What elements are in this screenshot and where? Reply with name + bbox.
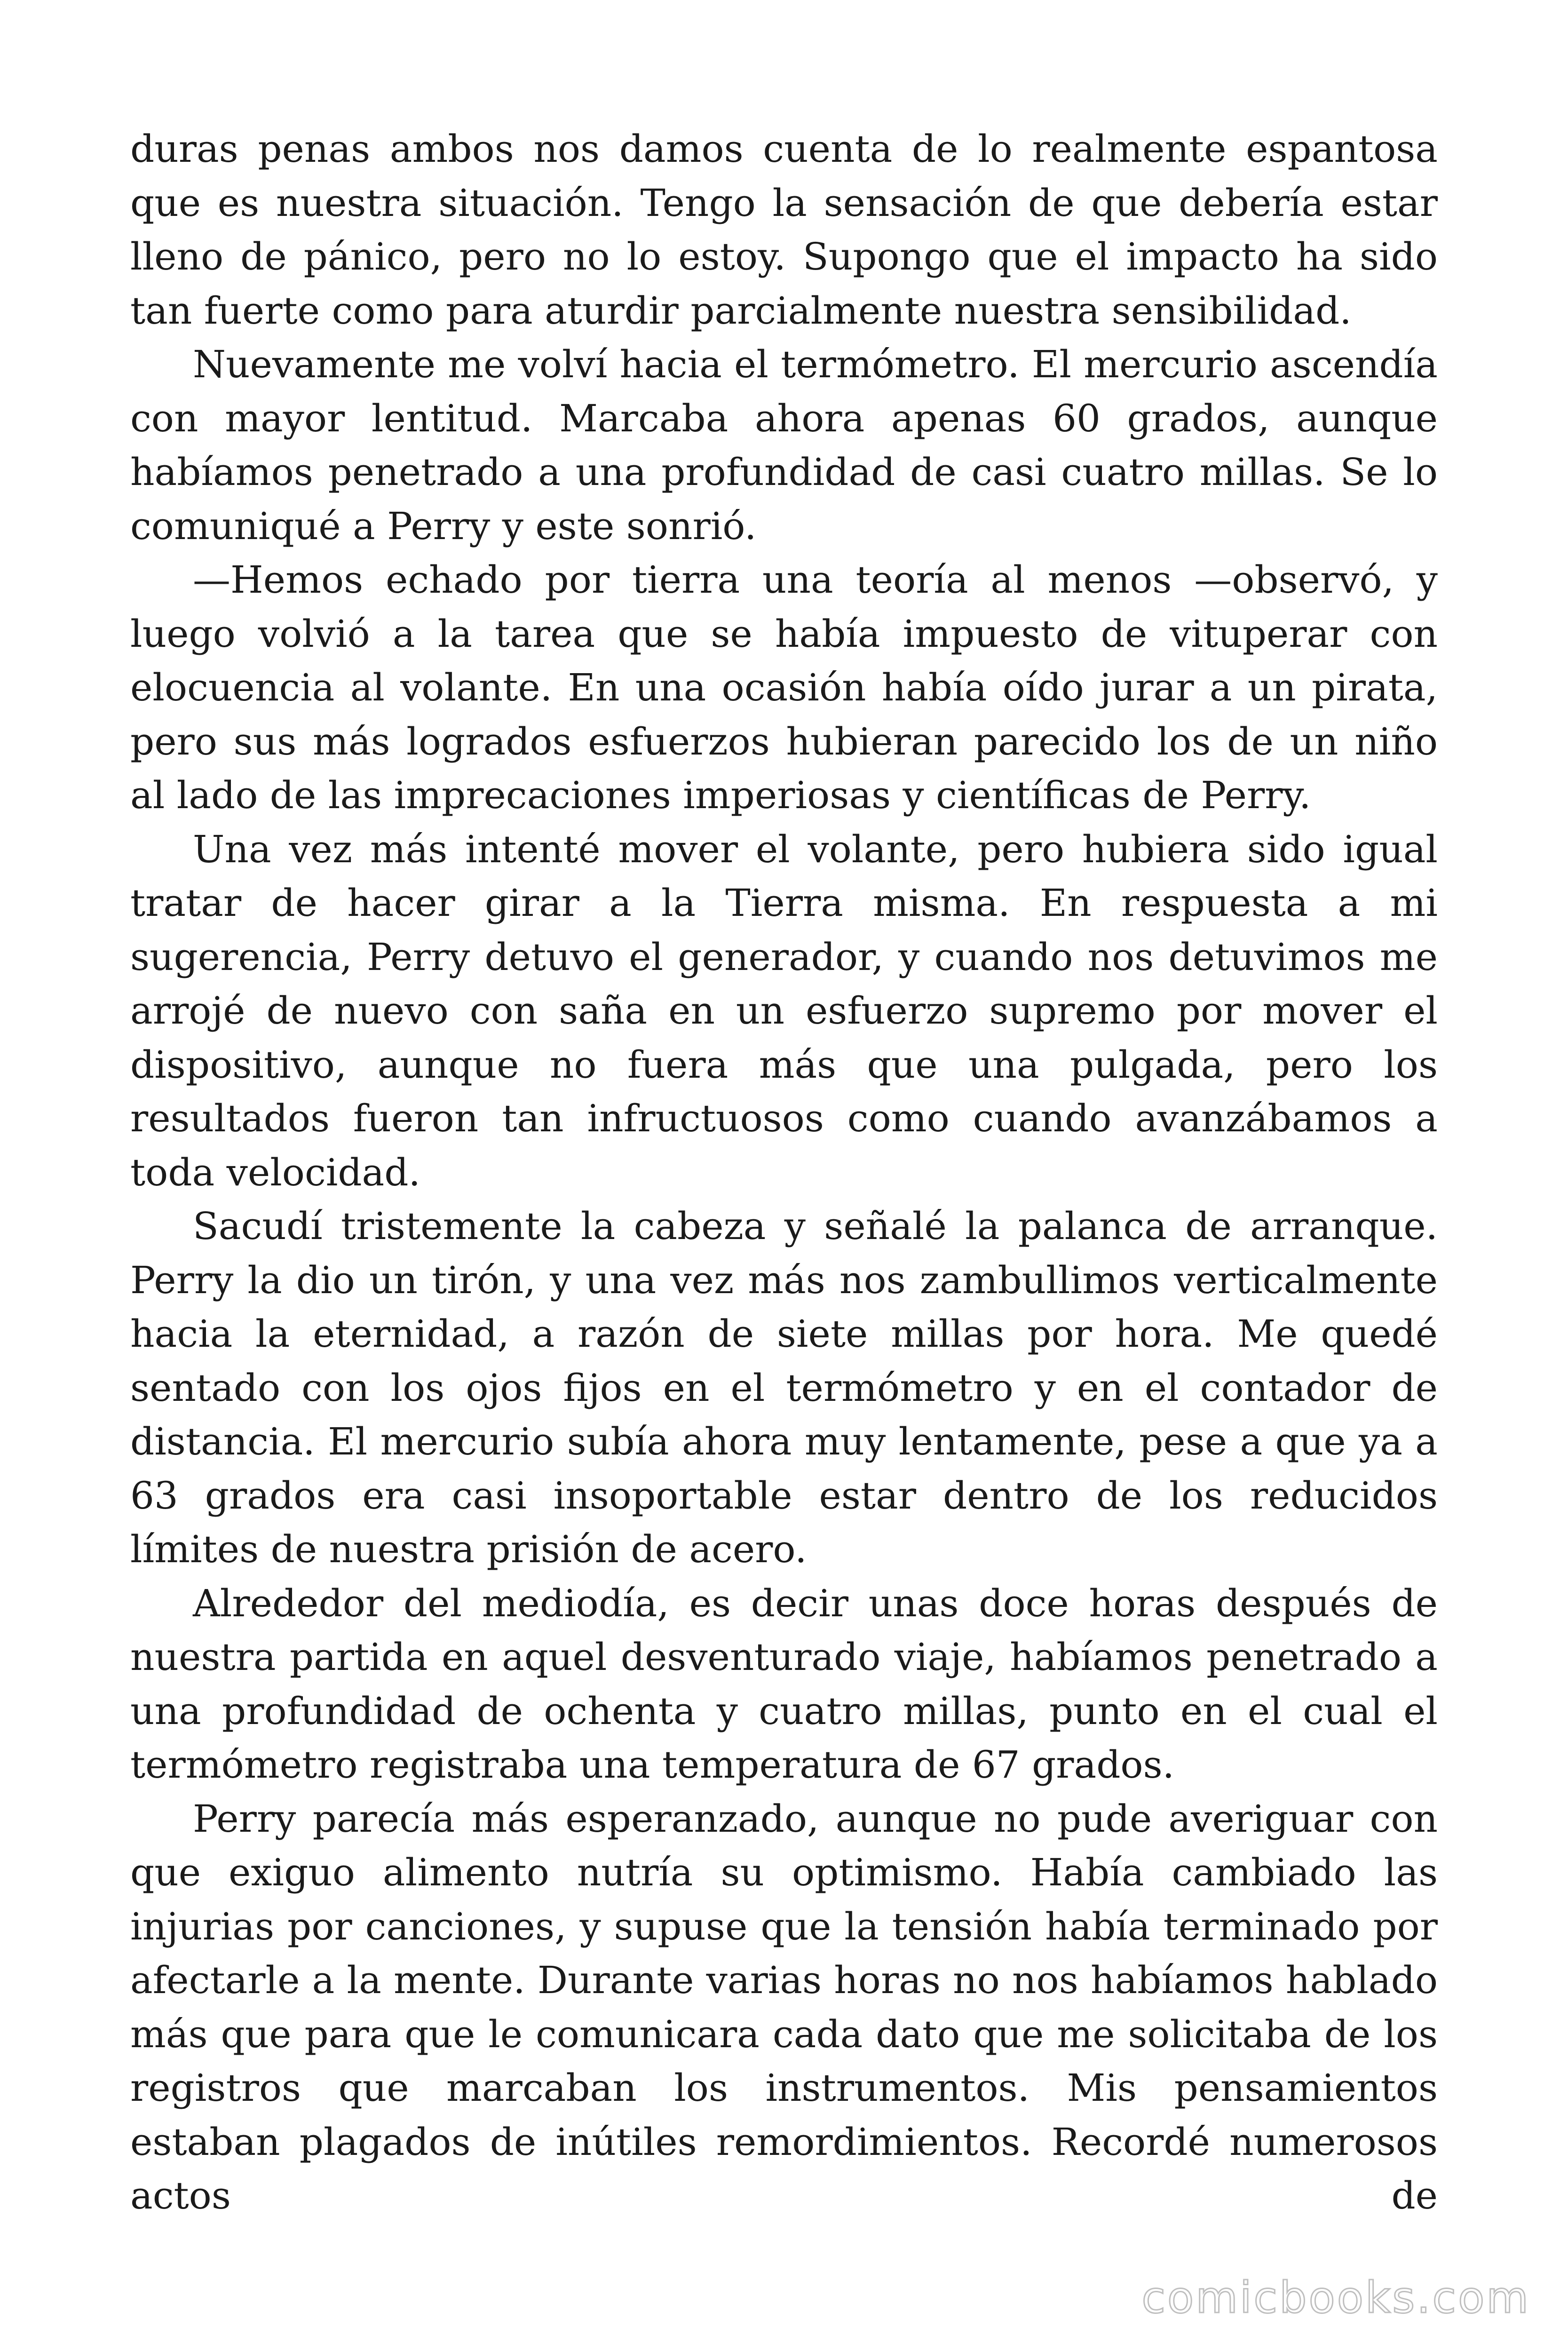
paragraph-4: Una vez más intenté mover el volante, pero hubiera sido igual tratar de hacer girar a la Tierra misma. En respuesta a mi sugerencia, Perry detuvo el generador, y cuando nos detuvimos me arrojé de nuevo con saña en un esfuerzo supremo por mover el dispositivo, aunque no fuera más que una pulgada, pero los resultados fueron tan infructuosos como cuando avanzábamos a toda velocidad. <box>130 827 1438 1194</box>
paragraph-7: Perry parecía más esperanzado, aunque no pude averiguar con que exiguo alimento nutría su optimismo. Había cambiado las injurias por canciones, y supuse que la tensión había terminado por afectarle a la mente. Durante varias horas no nos habíamos hablado más que para que le comunicara cada dato que me solicitaba de los registros que marcaban los instrumentos. Mis pensamientos estaban plagados de inútiles remordimientos. Recordé numerosos actos de <box>130 1796 1438 2217</box>
paragraph-3: —Hemos echado por tierra una teoría al menos —observó, y luego volvió a la tarea que se había impuesto de vituperar con elocuencia al volante. En una ocasión había oído jurar a un pirata, pero sus más logrados esfuerzos hubieran parecido los de un niño al lado de las imprecaciones imperiosas y científicas de Perry. <box>130 558 1438 817</box>
site-watermark: comicbooks.com <box>1141 2273 1530 2323</box>
paragraph-6: Alrededor del mediodía, es decir unas doce horas después de nuestra partida en aquel desventurado viaje, habíamos penetrado a una profundidad de ochenta y cuatro millas, punto en el cual el termómetro registraba una temperatura de 67 grados. <box>130 1581 1438 1787</box>
paragraph-5: Sacudí tristemente la cabeza y señalé la palanca de arranque. Perry la dio un tirón, y una vez más nos zambullimos verticalmente hacia la eternidad, a razón de siete millas por hora. Me quedé sentado con los ojos fijos en el termómetro y en el contador de distancia. El mercurio subía ahora muy lentamente, pese a que ya a 63 grados era casi insoportable estar dentro de los reducidos límites de nuestra prisión de acero. <box>130 1204 1438 1571</box>
paragraph-1: duras penas ambos nos damos cuenta de lo realmente espantosa que es nuestra situación. Tengo la sensación de que debería estar lleno de pánico, pero no lo estoy. Supongo que el impacto ha sido tan fuerte como para aturdir parcialmente nuestra sensibilidad. <box>130 127 1438 333</box>
body-text <box>130 122 1438 2223</box>
paragraph-2: Nuevamente me volví hacia el termómetro. El mercurio ascendía con mayor lentitud. Marcaba ahora apenas 60 grados, aunque habíamos penetrado a una profundidad de casi cuatro millas. Se lo comuniqué a Perry y este sonrió. <box>130 342 1438 548</box>
